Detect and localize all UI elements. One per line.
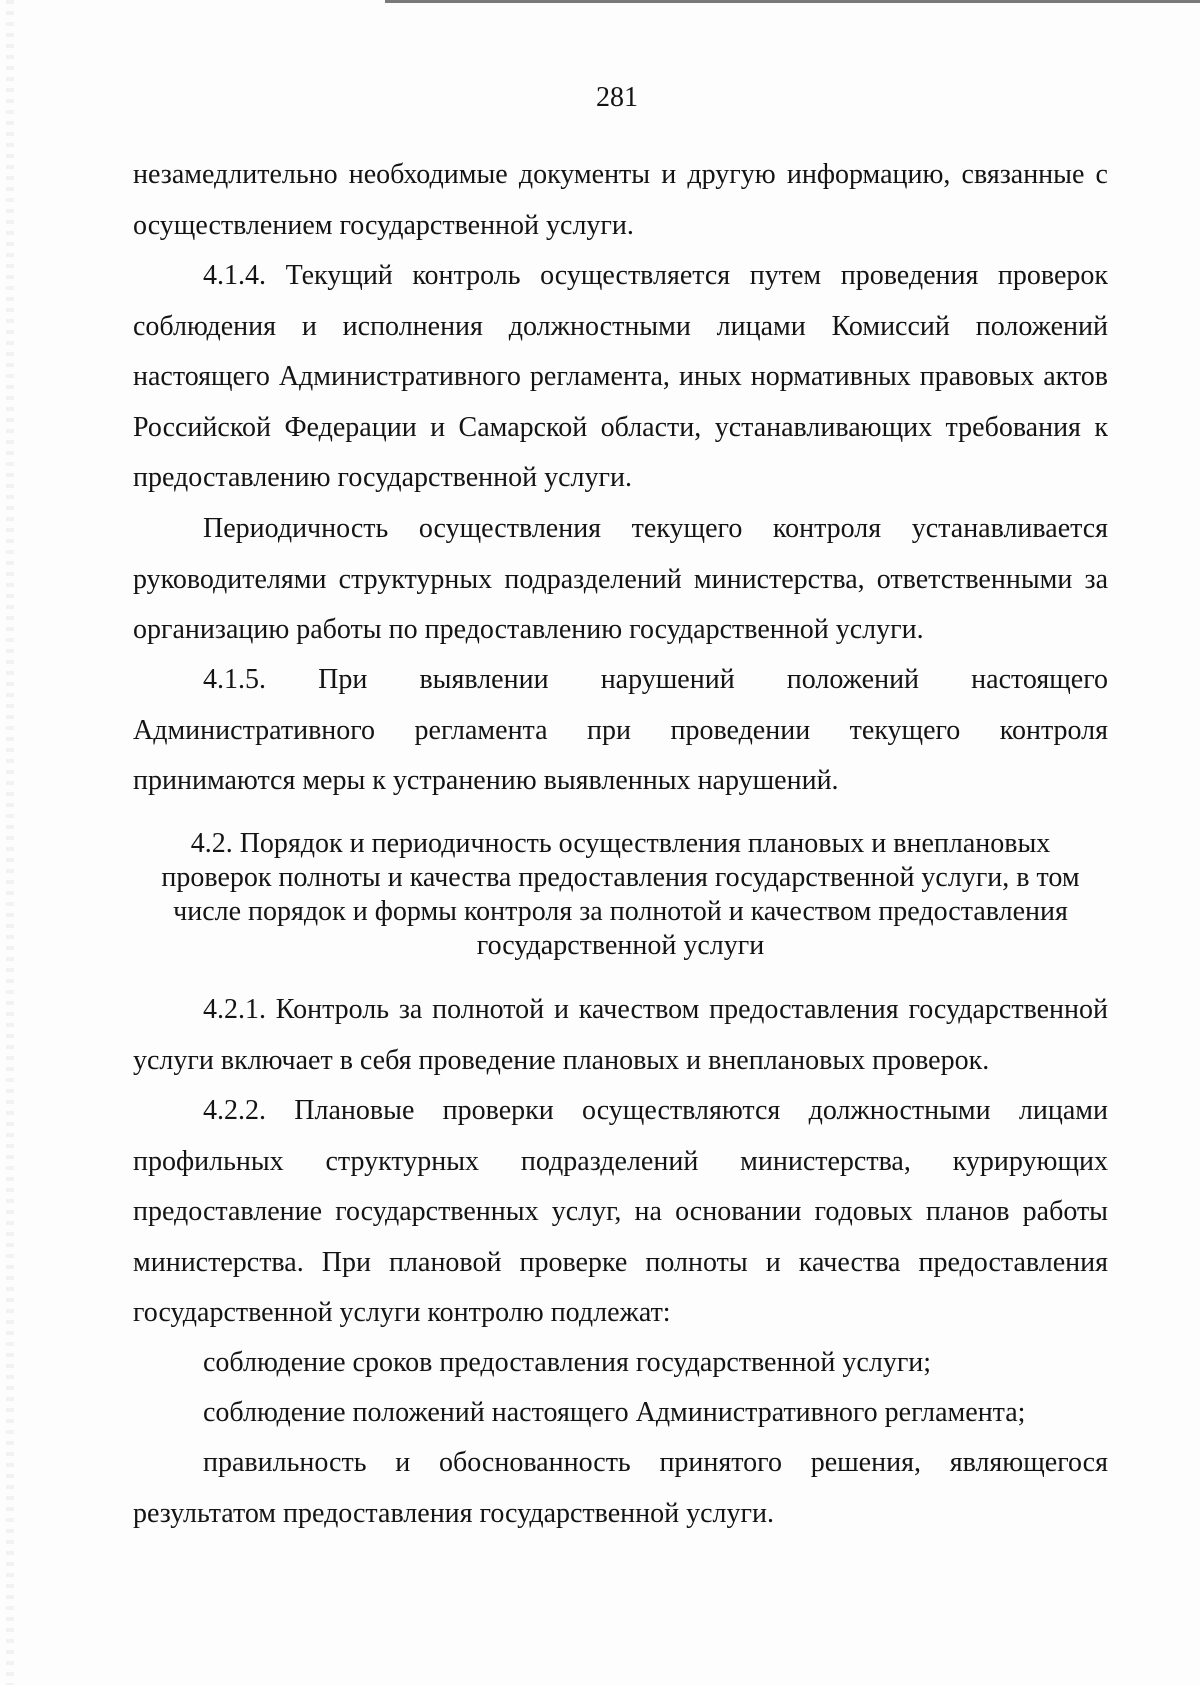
text-line: настоящего Административного регламента, иных нормативных правовых актов [133, 361, 1108, 392]
text-line: принимаются меры к устранению выявленных нарушений. [133, 765, 839, 796]
text-line: правильность и обоснованность принятого решения, являющегося [203, 1447, 1108, 1478]
text-line: Административного регламента при проведении текущего контроля [133, 714, 1108, 746]
heading-line: государственной услуги [476, 930, 765, 961]
heading-line: проверок полноты и качества предоставления государственной услуги, в том [161, 862, 1080, 893]
text-line: профильных структурных подразделений министерства, курирующих [133, 1145, 1108, 1177]
text-line: министерства. При плановой проверке полноты и качества предоставления [133, 1246, 1108, 1278]
text-line: 4.2.1. Контроль за полнотой и качеством предоставления государственной [203, 994, 1108, 1025]
paragraph-4-2-1 [133, 985, 1108, 1086]
scan-margin-artifact [6, 0, 14, 1685]
page-number: 281 [596, 82, 638, 113]
paragraph-periodicity [133, 504, 1108, 656]
text-line: осуществлением государственной услуги. [133, 209, 634, 241]
text-line: предоставлению государственной услуги. [133, 462, 632, 493]
text-line: соблюдение сроков предоставления государственной услуги; [203, 1347, 932, 1378]
paragraph-4-1-5 [133, 655, 1108, 807]
list-item-deadlines [133, 1338, 1108, 1389]
text-line: услуги включает в себя проведение плановых и внеплановых проверок. [133, 1044, 990, 1076]
list-item-regulation-compliance [133, 1388, 1108, 1439]
paragraph-continuation [133, 150, 1108, 251]
paragraph-4-2-2 [133, 1086, 1108, 1339]
paragraph-4-1-4 [133, 251, 1108, 504]
scan-edge-line [385, 0, 1200, 3]
text-line: предоставление государственных услуг, на основании годовых планов работы [133, 1196, 1108, 1227]
text-line: руководителями структурных подразделений министерства, ответственными за [133, 563, 1108, 595]
text-line: организацию работы по предоставлению государственной услуги. [133, 614, 924, 645]
text-line: 4.2.2. Плановые проверки осуществляются должностными лицами [203, 1095, 1108, 1126]
section-heading-4-2 [133, 827, 1108, 963]
text-line: результатом предоставления государственной услуги. [133, 1497, 774, 1529]
text-line: 4.1.5. При выявлении нарушений положений настоящего [203, 664, 1108, 695]
text-line: государственной услуги контролю подлежат: [133, 1297, 671, 1328]
text-line: незамедлительно необходимые документы и другую информацию, связанные с [133, 159, 1108, 190]
text-line: Периодичность осуществления текущего контроля устанавливается [203, 513, 1108, 544]
list-item-decision-validity [133, 1438, 1108, 1539]
heading-line: числе порядок и формы контроля за полнотой и качеством предоставления [173, 896, 1068, 927]
text-line: соблюдения и исполнения должностными лицами Комиссий положений [133, 310, 1108, 342]
text-line: Российской Федерации и Самарской области, устанавливающих требования к [133, 411, 1108, 443]
text-line: 4.1.4. Текущий контроль осуществляется путем проведения проверок [203, 260, 1108, 291]
text-line: соблюдение положений настоящего Административного регламента; [203, 1397, 1026, 1428]
heading-line: 4.2. Порядок и периодичность осуществления плановых и внеплановых [190, 828, 1051, 859]
